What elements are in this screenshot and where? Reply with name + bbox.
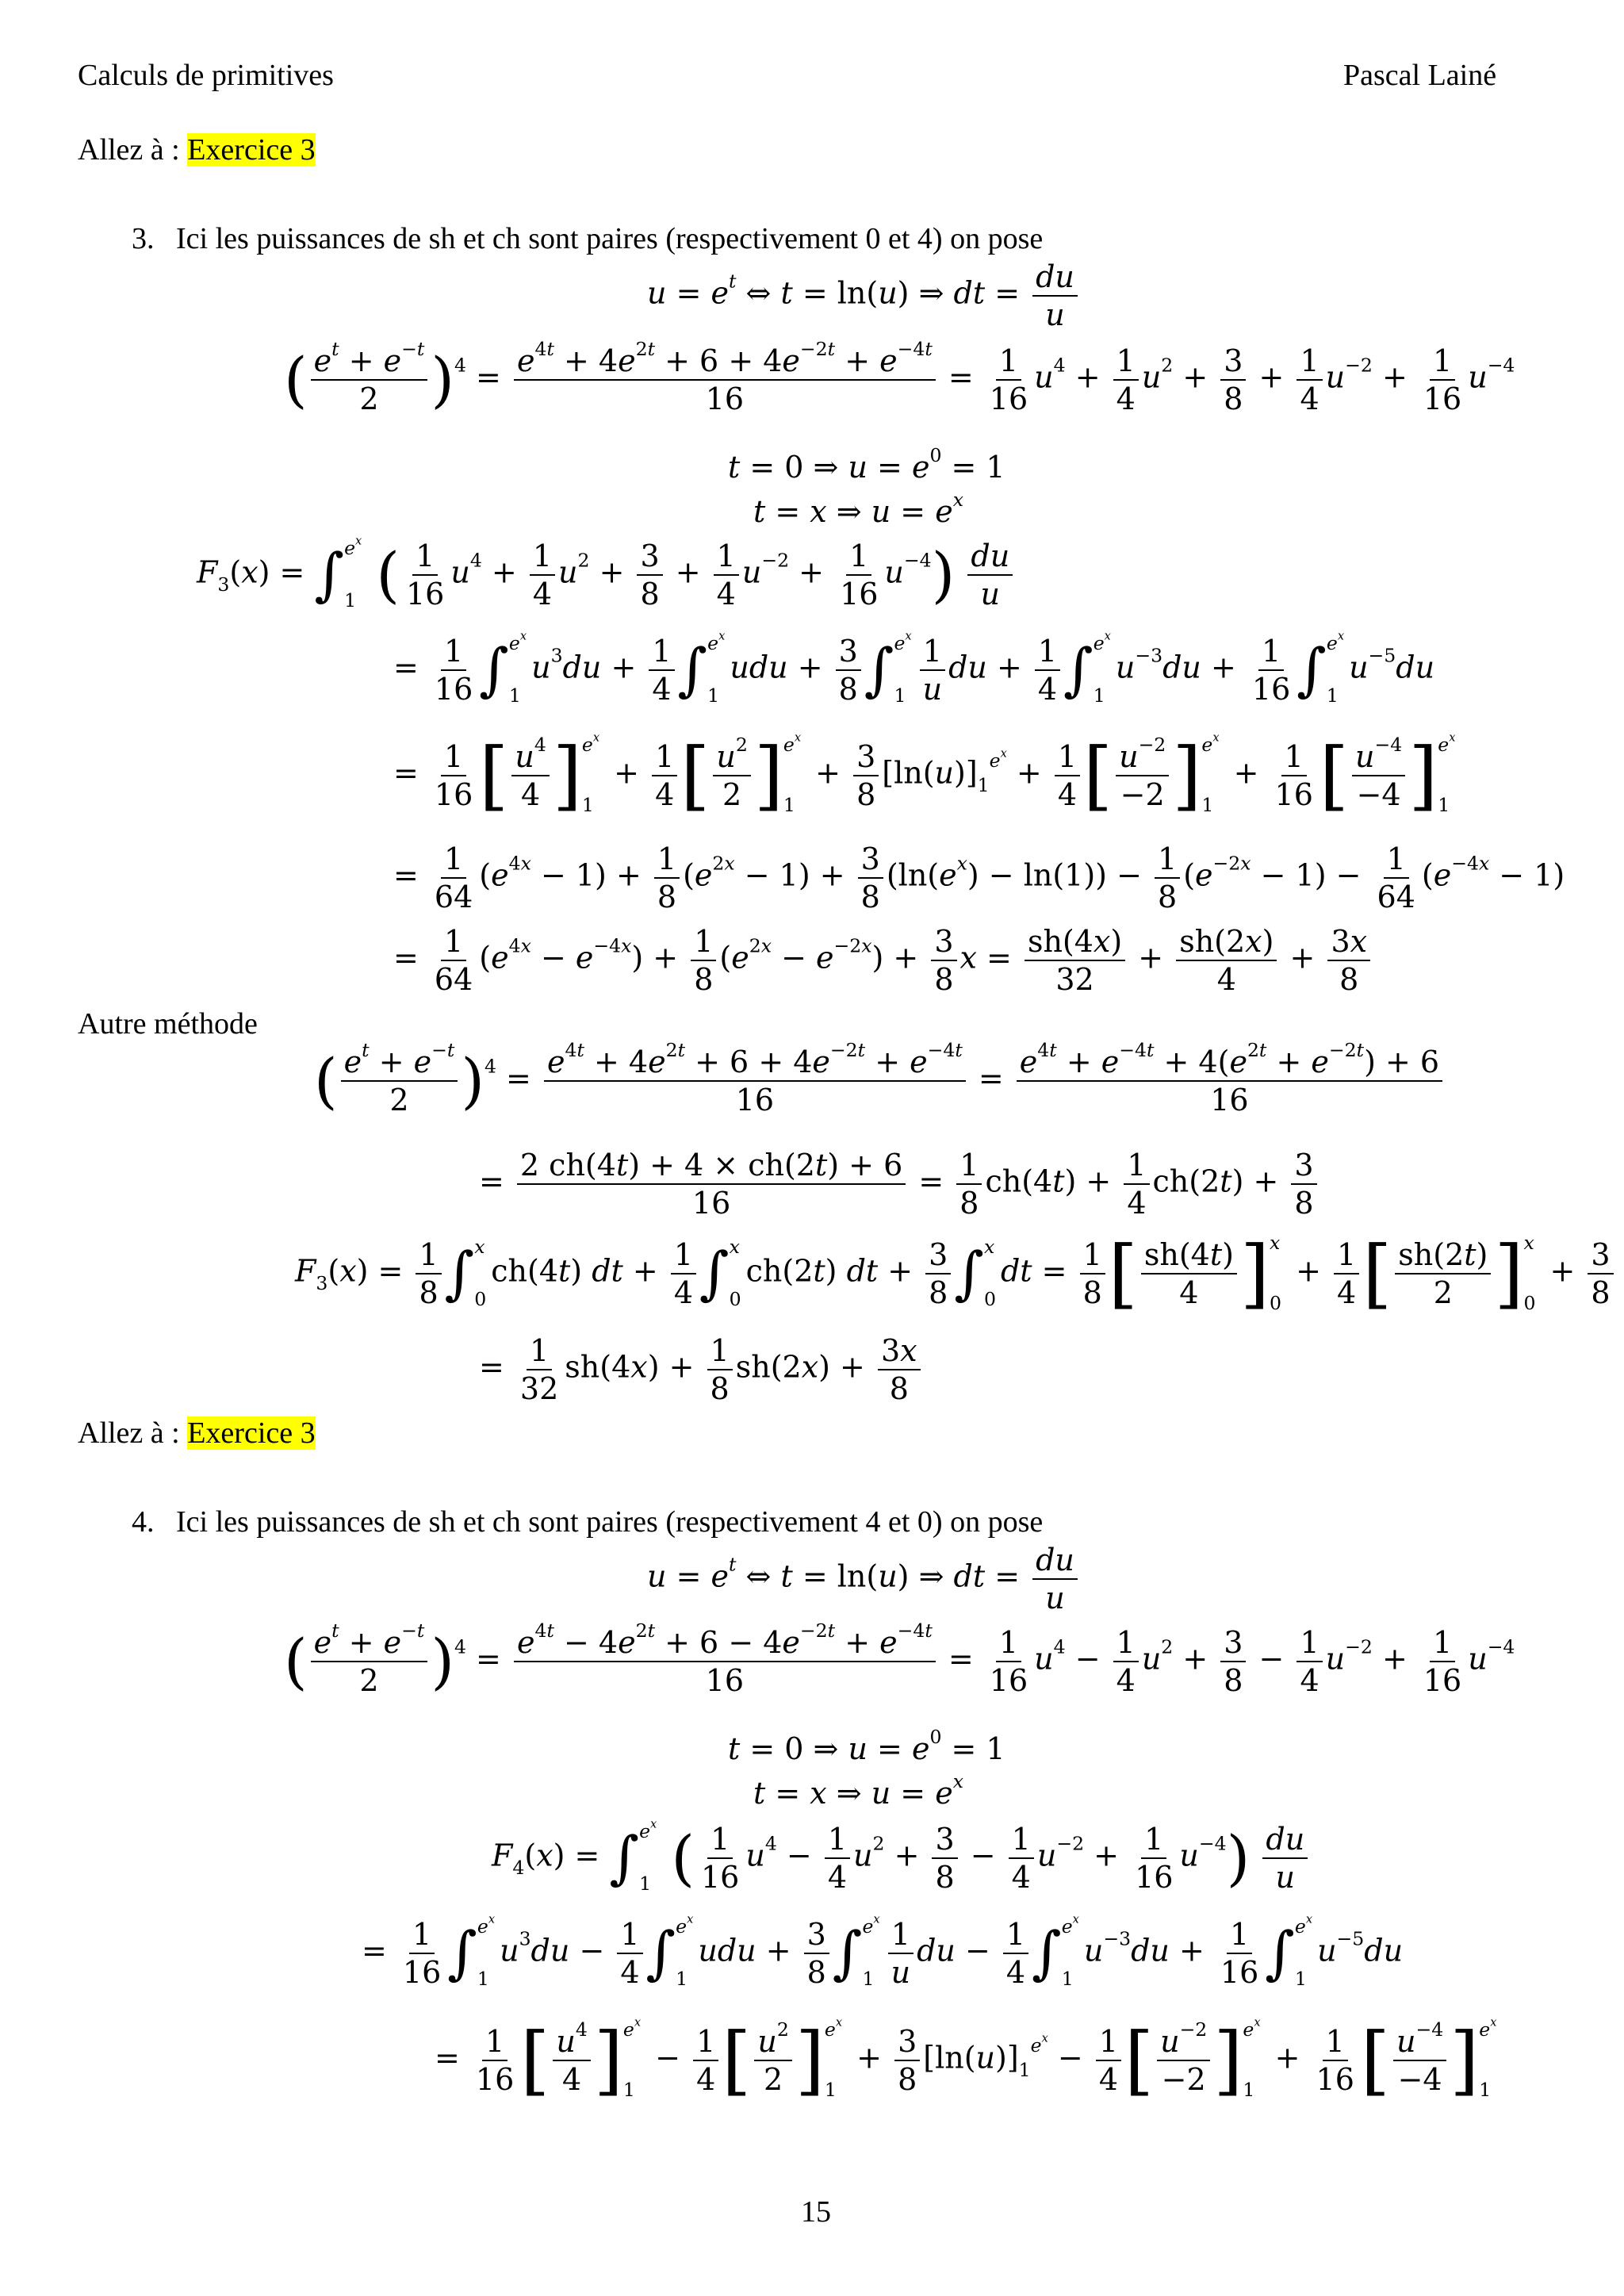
- section3-number: 3.: [132, 222, 155, 255]
- equation: = $\frac{1}{64}$ $(e^{4x} - 1)$ + $\frac{1}{8}$ $(e^{2x} - 1)$ + $\frac{3}{8}$ $(\ln(e^x) - \ln(1))$ − $\frac{1}{8}$ $(e^{-2x} - 1)$ − $\frac{1}{64}$ $(e^{-4x} - 1)$: [393, 841, 1565, 914]
- section3-text: Ici les puissances de sh et ch sont paires (respectivement 0 et 4) on pose: [176, 222, 1044, 255]
- equation: $u = e^t$ ⇔ t = ln(u) ⇒ dt = $\frac{du}{u}$: [647, 262, 1081, 330]
- equation: $F_4(x)$ = ∫ $e^x$ 1 ( $\frac{1}{16}$ $u^4$ − $\frac{1}{4}$ $u^2$ + $\frac{3}{8}$ − $\frac{1}{4}$ $u^{-2}$ + $\frac{1}{16}$ $u^{-4}$) $\frac{du}{u}$: [492, 1823, 1311, 1894]
- equation: $F_3(x)$ = $\frac{1}{8}$ ∫ x 0 ch(4t) dt + $\frac{1}{4}$ ∫ x 0 ch(2t) dt + $\frac{3}{8}$ ∫ x 0 dt = $\frac{1}{8}$ [ $\frac{sh(4t)}{4}$ ] x 0 + $\frac{1}{4}$ [ $\frac{sh(2t)}{2}$ ] x 0 + $\frac{3}{8}$: [295, 1234, 1617, 1313]
- equation: t = 0 ⇒ $u = e^0 = 1$: [728, 1725, 1005, 1766]
- equation: = $\frac{1}{16}$ ∫ $e^x$ 1 $u^3du$ − $\frac{1}{4}$ ∫ $e^x$ 1 udu + $\frac{3}{8}$ ∫ $e^x$ 1 $\frac{1}{u}$ du − $\frac{1}{4}$ ∫ $e^x$ 1 $u^{-3}du$ + $\frac{1}{16}$ ∫ $e^x$ 1 $u^{-5}du$: [362, 1912, 1404, 1991]
- nav-line-2: [78, 1418, 316, 1448]
- equation: = $\frac{1}{64}$ $(e^{4x} - e^{-4x})$ + $\frac{1}{8}$ $(e^{2x} - e^{-2x})$ + $\frac{3}{8}$ x = $\frac{sh(4x)}{32}$ + $\frac{sh(2x)}{4}$ + $\frac{3x}{8}$: [393, 926, 1373, 995]
- equation: = $\frac{1}{32}$ sh(4x) + $\frac{1}{8}$ sh(2x) + $\frac{3x}{8}$: [479, 1336, 924, 1404]
- equation: = $\frac{1}{16}$ [ $\frac{u^4}{4}$ ] $e^x$ 1 + $\frac{1}{4}$ [ $\frac{u^2}{2}$ ] $e^x$ 1 + $\frac{3}{8}$ $[\ln(u)]_1^{e^x}$ + $\frac{1}{4}$ [ $\frac{u^{-2}}{-2}$ ] $e^x$ 1 + $\frac{1}{16}$ [ $\frac{u^{-4}}{-4}$ ] $e^x$ 1: [393, 730, 1456, 819]
- nav-prefix: Allez à :: [78, 133, 188, 167]
- header-right: Pascal Lainé: [1343, 59, 1497, 92]
- page-number: 15: [801, 2195, 831, 2229]
- equation: t = x ⇒ $u = e^x$: [753, 488, 963, 529]
- exercise-link[interactable]: Exercice 3: [187, 133, 316, 167]
- section4-text: Ici les puissances de sh et ch sont paires (respectivement 4 et 0) on pose: [176, 1505, 1044, 1539]
- header-left: Calculs de primitives: [78, 59, 334, 92]
- equation: t = x ⇒ $u = e^x$: [753, 1769, 963, 1811]
- equation: ( $\frac{e^t + e^{-t}}{2}$ )$^4$ = $\frac{e^{4t} - 4e^{2t} + 6 - 4e^{-2t} + e^{-4t}}{16}$ = $\frac{1}{16}$ $u^4$ − $\frac{1}{4}$ $u^2$ + $\frac{3}{8}$ − $\frac{1}{4}$ $u^{-2}$ + $\frac{1}{16}$ $u^{-4}$: [284, 1619, 1515, 1698]
- nav-prefix: Allez à :: [78, 1416, 188, 1450]
- equation: ( $\frac{e^t + e^{-t}}{2}$ )$^4$ = $\frac{e^{4t} + 4e^{2t} + 6 + 4e^{-2t} + e^{-4t}}{16}$ = $\frac{1}{16}$ $u^4$ + $\frac{1}{4}$ $u^2$ + $\frac{3}{8}$ + $\frac{1}{4}$ $u^{-2}$ + $\frac{1}{16}$ $u^{-4}$: [284, 337, 1515, 416]
- equation: ( $\frac{e^t + e^{-t}}{2}$ )$^4$ = $\frac{e^{4t} + 4e^{2t} + 6 + 4e^{-2t} + e^{-4t}}{16}$ = $\frac{e^{4t} + e^{-4t} + 4(e^{2t} + e^{-2t}) + 6}{16}$: [314, 1047, 1446, 1115]
- equation: = $\frac{2 ch(4t) + 4 \times ch(2t) + 6}{16}$ = $\frac{1}{8}$ ch(4t) + $\frac{1}{4}$ ch(2t) + $\frac{3}{8}$: [479, 1150, 1320, 1218]
- equation: = $\frac{1}{16}$ ∫ $e^x$ 1 $u^3du$ + $\frac{1}{4}$ ∫ $e^x$ 1 udu + $\frac{3}{8}$ ∫ $e^x$ 1 $\frac{1}{u}$ du + $\frac{1}{4}$ ∫ $e^x$ 1 $u^{-3}du$ + $\frac{1}{16}$ ∫ $e^x$ 1 $u^{-5}du$: [393, 629, 1435, 707]
- nav-line-1: [78, 135, 316, 165]
- equation: $u = e^t$ ⇔ t = ln(u) ⇒ dt = $\frac{du}{u}$: [647, 1545, 1081, 1613]
- equation: $F_3(x)$ = ∫ $e^x$ 1 ( $\frac{1}{16}$ $u^4$ + $\frac{1}{4}$ $u^2$ + $\frac{3}{8}$ + $\frac{1}{4}$ $u^{-2}$ + $\frac{1}{16}$ $u^{-4}$) $\frac{du}{u}$: [197, 539, 1016, 611]
- section4-number: 4.: [132, 1505, 155, 1539]
- exercise-link[interactable]: Exercice 3: [187, 1416, 316, 1450]
- equation: = $\frac{1}{16}$ [ $\frac{u^4}{4}$ ] $e^x$ 1 − $\frac{1}{4}$ [ $\frac{u^2}{2}$ ] $e^x$ 1 + $\frac{3}{8}$ $[\ln(u)]_1^{e^x}$ − $\frac{1}{4}$ [ $\frac{u^{-2}}{-2}$ ] $e^x$ 1 + $\frac{1}{16}$ [ $\frac{u^{-4}}{-4}$ ] $e^x$ 1: [435, 2015, 1497, 2104]
- equation: t = 0 ⇒ $u = e^0 = 1$: [728, 443, 1005, 485]
- autre-methode: Autre méthode: [78, 1007, 258, 1041]
